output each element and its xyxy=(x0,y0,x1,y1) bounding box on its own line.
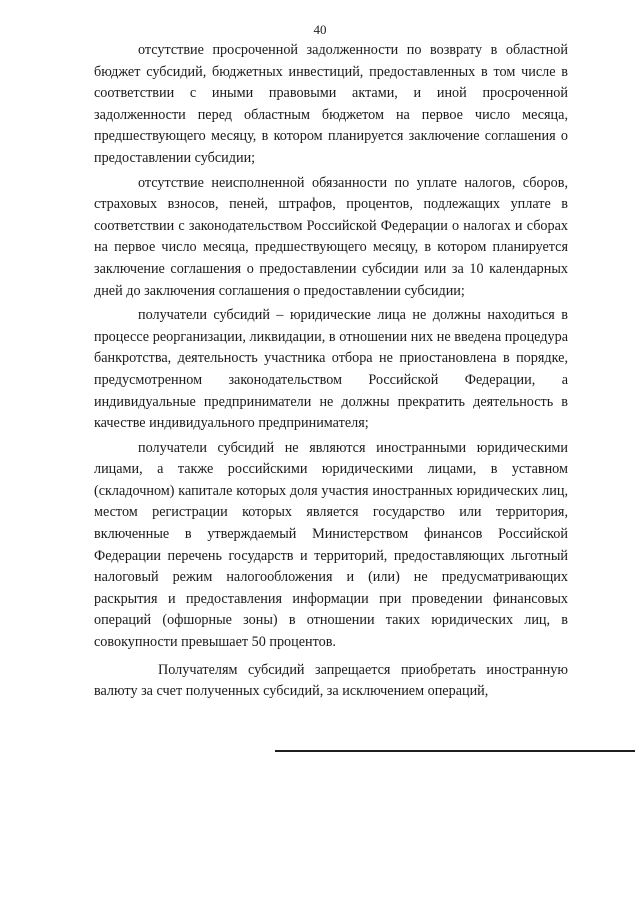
document-body xyxy=(94,40,568,706)
paragraph-no-overdue-debt: отсутствие просроченной задолженности по возврату в областной бюджет субсидий, бюджетных инвестиций, предоставленных в том числе в соответствии с иными правовыми актами, и иной просроченной задолженности перед областным бюджетом на первое число месяца, предшествующего месяцу, в котором планируется заключение соглашения о предоставлении субсидии; xyxy=(94,42,568,166)
paragraph-no-unpaid-taxes: отсутствие неисполненной обязанности по уплате налогов, сборов, страховых взносов, пеней, штрафов, процентов, подлежащих уплате в соответствии с законодательством Российской Федерации о налогах и сборах на первое число месяца, предшествующего месяцу, в котором планируется заключение соглашения о предоставлении субсидии или за 10 календарных дней до заключения соглашения о предоставлении субсидии; xyxy=(94,174,568,299)
paragraph-no-reorganization: получатели субсидий – юридические лица не должны находиться в процессе реорганизации, ликвидации, в отношении них не введена процедура банкротства, деятельность участника отбора не приостановлена в порядке, предусмотренном законодательством Российской Федерации, а индивидуальные предприниматели не должны прекратить деятельность в качестве индивидуального предпринимателя; xyxy=(94,307,568,432)
paragraph-currency-prohibition: Получателям субсидий запрещается приобретать иностранную валюту за счет полученных субсидий, за исключением операций, xyxy=(94,661,568,700)
page-number: 40 xyxy=(313,22,327,37)
scan-artifact-line xyxy=(275,750,635,752)
paragraph-not-foreign-entities: получатели субсидий не являются иностранными юридическими лицами, а также российскими юридическими лицами, в уставном (складочном) капитале которых доля участия иностранных юридических лиц, местом регистрации которых является государство или территория, включенные в утверждаемый Министерством финансов Российской Федерации перечень государств и территорий, предоставляющих льготный налоговый режим налогообложения и (или) не предусматривающих раскрытия и предоставления информации при проведении финансовых операций (офшорные зоны) в отношении таких юридических лиц, в совокупности превышает 50 процентов. xyxy=(94,439,568,651)
